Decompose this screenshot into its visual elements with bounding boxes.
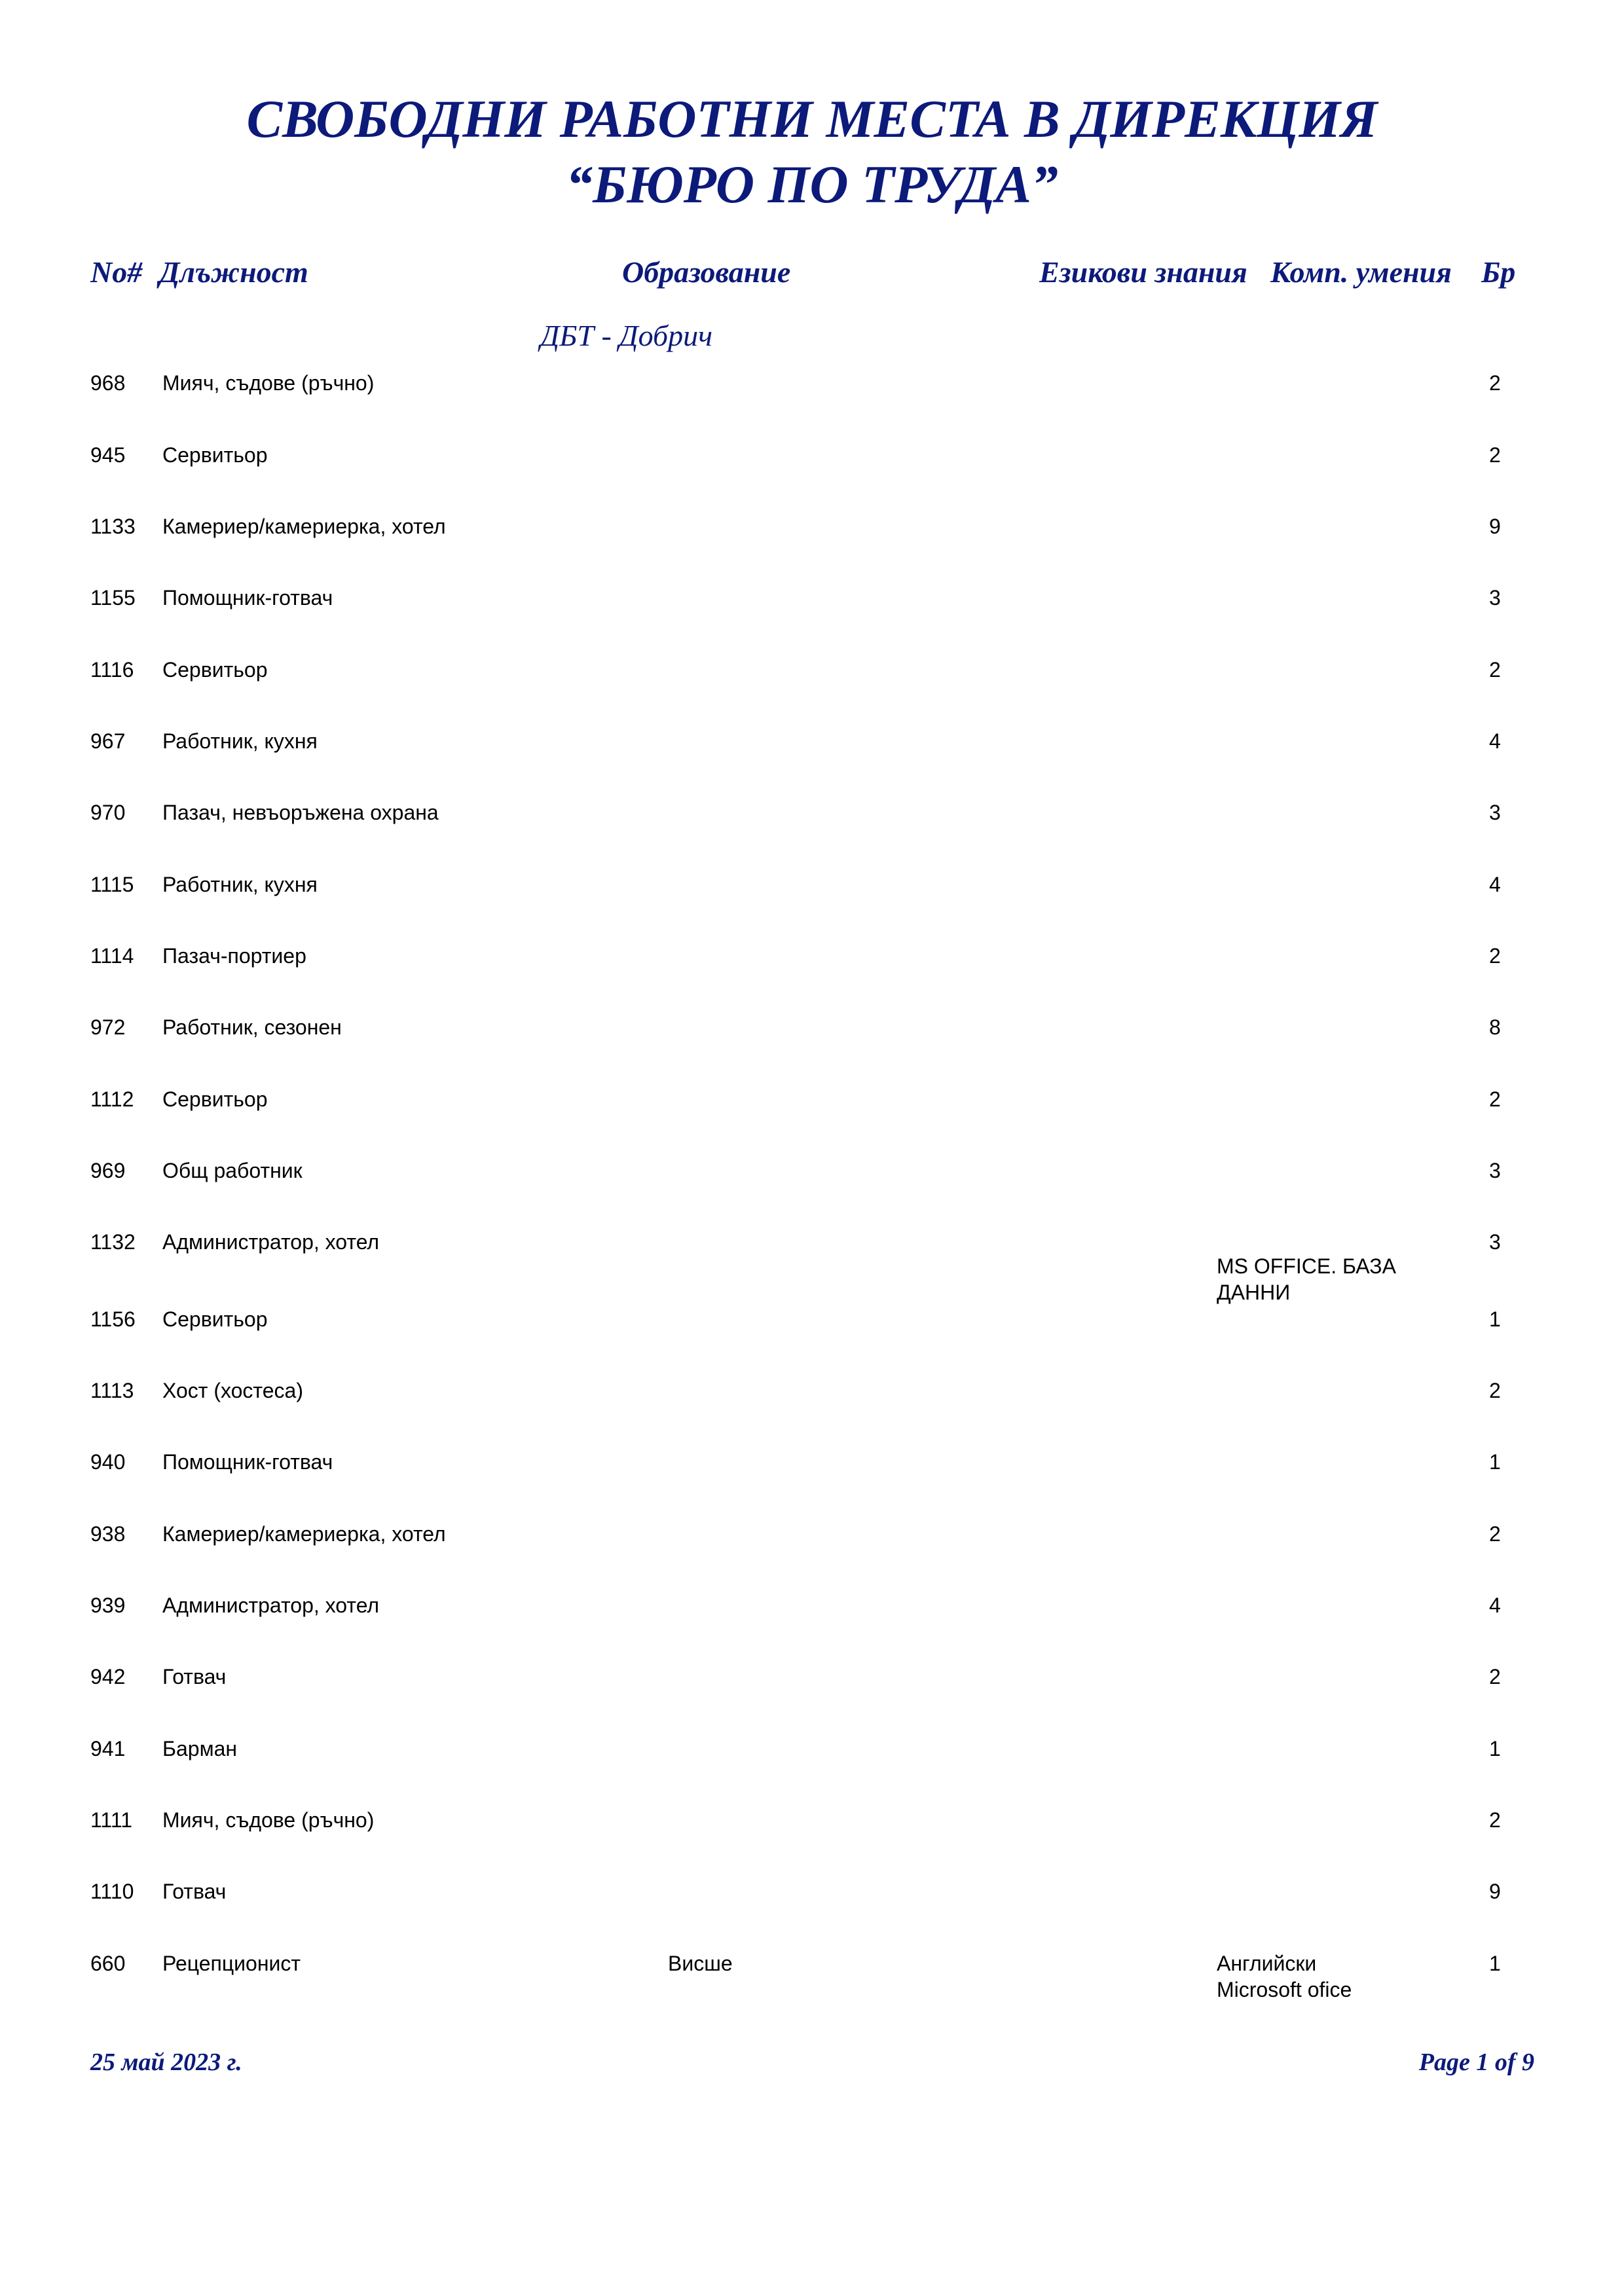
- row-number: 941: [90, 1737, 126, 1760]
- row-number: 1116: [90, 658, 134, 682]
- column-header-count: Бр: [1481, 255, 1516, 289]
- row-number: 968: [90, 371, 126, 395]
- row-count: 4: [1489, 1594, 1501, 1617]
- row-position: Сервитьор: [162, 443, 268, 467]
- row-count: 1: [1489, 1952, 1501, 1975]
- column-header-computer: Комп. умения: [1270, 255, 1452, 289]
- row-count: 3: [1489, 801, 1501, 824]
- row-position: Общ работник: [162, 1159, 303, 1182]
- row-count: 4: [1489, 873, 1501, 896]
- row-position: Рецепционист: [162, 1952, 301, 1975]
- row-number: 938: [90, 1522, 126, 1546]
- document-title-line1: СВОБОДНИ РАБОТНИ МЕСТА В ДИРЕКЦИЯ: [246, 89, 1378, 149]
- row-count: 8: [1489, 1015, 1501, 1039]
- row-number: 1133: [90, 515, 136, 538]
- column-header-no: No#: [90, 255, 143, 289]
- row-position: Сервитьор: [162, 1087, 268, 1111]
- row-number: 1110: [90, 1880, 134, 1903]
- row-position: Сервитьор: [162, 658, 268, 682]
- row-position: Работник, сезонен: [162, 1015, 342, 1039]
- row-count: 2: [1489, 1808, 1501, 1832]
- row-count: 9: [1489, 1880, 1501, 1903]
- row-count: 3: [1489, 1230, 1501, 1254]
- row-number: 1112: [90, 1087, 134, 1111]
- row-number: 1114: [90, 944, 134, 968]
- footer-date: 25 май 2023 г.: [90, 2049, 242, 2076]
- row-count: 4: [1489, 729, 1501, 753]
- row-number: 1113: [90, 1379, 134, 1402]
- row-number: 1156: [90, 1307, 136, 1331]
- row-count: 2: [1489, 1379, 1501, 1402]
- column-header-position: Длъжност: [159, 255, 308, 289]
- row-position: Администратор, хотел: [162, 1230, 380, 1254]
- row-position: Помощник-готвач: [162, 586, 333, 610]
- row-position: Мияч, съдове (ръчно): [162, 1808, 375, 1832]
- row-position: Хост (хостеса): [162, 1379, 303, 1402]
- row-count: 9: [1489, 515, 1501, 538]
- row-position: Работник, кухня: [162, 873, 318, 896]
- row-count: 2: [1489, 443, 1501, 467]
- row-number: 1132: [90, 1230, 136, 1254]
- row-number: 945: [90, 443, 126, 467]
- row-position: Пазач-портиер: [162, 944, 306, 968]
- row-position: Сервитьор: [162, 1307, 268, 1331]
- row-position: Камериер/камериерка, хотел: [162, 1522, 446, 1546]
- row-count: 2: [1489, 371, 1501, 395]
- row-count: 3: [1489, 1159, 1501, 1182]
- row-number: 942: [90, 1665, 126, 1688]
- row-position: Готвач: [162, 1665, 227, 1688]
- row-position: Барман: [162, 1737, 238, 1760]
- row-count: 3: [1489, 586, 1501, 610]
- row-count: 1: [1489, 1307, 1501, 1331]
- column-header-education: Образование: [622, 255, 791, 289]
- row-count: 2: [1489, 1522, 1501, 1546]
- row-count: 2: [1489, 1665, 1501, 1688]
- row-count: 2: [1489, 1087, 1501, 1111]
- row-position: Работник, кухня: [162, 729, 318, 753]
- section-heading-office: ДБТ - Добрич: [540, 319, 713, 352]
- row-number: 1155: [90, 586, 136, 610]
- row-count: 1: [1489, 1737, 1501, 1760]
- row-number: 939: [90, 1594, 126, 1617]
- row-number: 972: [90, 1015, 126, 1039]
- row-position: Мияч, съдове (ръчно): [162, 371, 375, 395]
- document-title-line2: “БЮРО ПО ТРУДА”: [566, 155, 1058, 214]
- row-computer-skills: Английски Microsoft ofice: [1217, 1952, 1352, 2001]
- row-number: 940: [90, 1450, 126, 1474]
- row-position: Администратор, хотел: [162, 1594, 380, 1617]
- row-number: 969: [90, 1159, 126, 1182]
- row-number: 967: [90, 729, 126, 753]
- row-position: Камериер/камериерка, хотел: [162, 515, 446, 538]
- row-number: 1111: [90, 1808, 133, 1832]
- row-number: 970: [90, 801, 126, 824]
- row-number: 660: [90, 1952, 126, 1975]
- row-position: Пазач, невъоръжена охрана: [162, 801, 439, 824]
- row-computer-skills: MS OFFICE. БАЗА ДАННИ: [1217, 1254, 1396, 1304]
- column-header-languages: Езикови знания: [1039, 255, 1247, 289]
- row-position: Помощник-готвач: [162, 1450, 333, 1474]
- row-education: Висше: [668, 1952, 733, 1975]
- row-number: 1115: [90, 873, 134, 896]
- row-count: 1: [1489, 1450, 1501, 1474]
- row-count: 2: [1489, 658, 1501, 682]
- row-position: Готвач: [162, 1880, 227, 1903]
- row-count: 2: [1489, 944, 1501, 968]
- footer-page-number: Page 1 of 9: [1418, 2049, 1534, 2076]
